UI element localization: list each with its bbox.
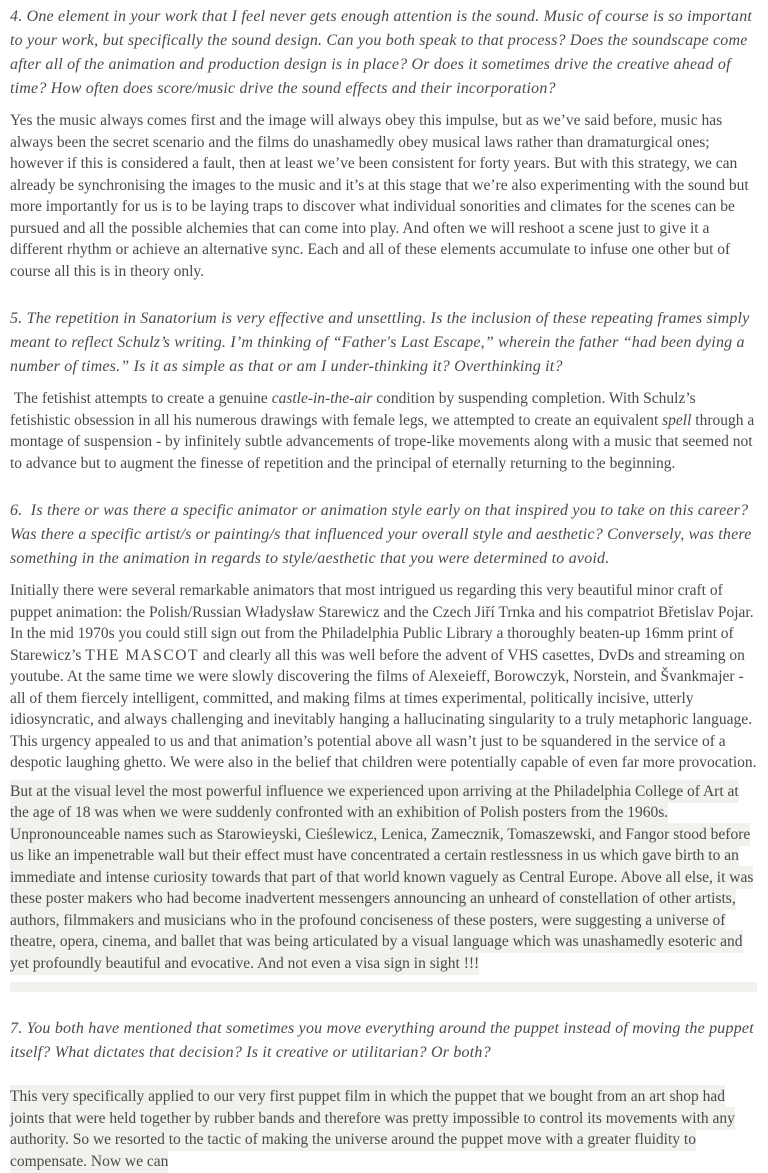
text-run-italic: spell [662,411,692,429]
answer-paragraph [10,388,757,474]
question-paragraph [10,5,757,101]
text-run: 5. The repetition in Sanatorium is very effective and unsettling. Is the inclusion of these repeating frames simply meant to reflect Schulz’s writing. I’m thinking of “Father's Last Escape,” wherein the father “had been dying a number of times.” Is it as simple as that or am I under-thinking it? Overthinking it? [10,310,750,375]
text-run: condition by suspending completion. With Schulz’s fetishistic obsession in all his numerous drawings with female legs, we attempted to create an equivalent [10,390,696,429]
answer-paragraph [10,1086,757,1172]
answer-paragraph [10,781,757,975]
text-run: and clearly all this was well before the advent of VHS casettes, DvDs and streaming on youtube. At the same time we were slowly discovering the films of Alexeieff, Borowczyk, Norstein, and Švankmajer - all of them fiercely intelligent, committed, and making films at times experimental, politically incisive, utterly idiosyncratic, and always challenging and inevitably hanging a hallucinating singularity to a truly metaphoric language. This urgency appealed to us and that animation’s potential above all wasn’t just to be squandered in the service of a despotic laughing ghetto. We were also in the belief that children were potentially capable of even far more provocation. [10,646,757,771]
text-run: This very specifically applied to our very first puppet film in which the puppet that we bought from an art shop had joints that were held together by rubber bands and therefore was pretty impossible to control its movements with any authority. So we resorted to the tactic of making the universe around the puppet move with a greater fluidity to compensate. Now we can [10,1085,735,1173]
text-run: But at the visual level the most powerful influence we experienced upon arriving at the Philadelphia College of Art at the age of 18 was when we were suddenly confronted with an exhibition of Polish posters from the 1960s. Unpronounceable names such as Starowieyski, Cieślewicz, Lenica, Zamecznik, Tomaszewski, and Fangor stood before us like an impenetrable wall but their effect must have concentrated a certain restlessness in us which gave birth to an immediate and intense curiosity towards that part of that world known vaguely as Central Europe. Above all else, it was these poster makers who had become inadvertent messengers announcing an unheard of constellation of other artists, authors, filmmakers and musicians who in the profound conciseness of these posters, were suggesting a universe of theatre, opera, cinema, and ballet that was being articulated by a visual language which was unashamedly esoteric and yet profoundly beautiful and evocative. And not even a visa sign in sight !!! [10,780,753,975]
text-run: Yes the music always comes first and the image will always obey this impulse, but as we’ve said before, music has always been the secret scenario and the films do unashamedly obey musical laws rather than dramaturgical ones; however if this is considered a fault, then at least we’ve been consistent for forty years. But with this strategy, we can already be synchronising the images to the music and it’s at this stage that we’re also experimenting with the sound but more importantly for us is to be laying traps to discover what individual sonorities and climates for the scenes can be pursued and all the possible alchemies that can come into play. And often we will reshoot a scene just to give it a different rhythm or achieve an alternative sync. Each and all of these elements accumulate to infuse one other but of course all this is in theory only. [10,112,749,280]
text-run: 4. One element in your work that I feel never gets enough attention is the sound. Music of course is so important to your work, but specifically the sound design. Can you both speak to that process? Does the soundscape come after all of the animation and production design is in place? Or does it sometimes drive the creative ahead of time? How often does score/music drive the sound effects and their incorporation? [10,8,753,97]
text-run-italic: castle-in-the-air [271,390,373,407]
answer-paragraph [10,580,757,774]
text-run: The fetishist attempts to create a genuine [10,390,272,407]
question-paragraph [10,499,757,571]
text-run: Initially there were several remarkable animators that most intrigued us regarding this very beautiful minor craft of puppet animation: the Polish/Russian Władysław Starewicz and the Czech Jiří Trnka and his compatriot Břetislav Pojar. In the mid 1970s you could still sign out from the Philadelphia Public Library a thoroughly beaten-up 16mm print of Starewicz’s [10,582,754,664]
answer-paragraph [10,110,757,282]
text-run: 6. Is there or was there a specific animator or animation style early on that inspired you to take on this career? Was there a specific artist/s or painting/s that influenced your overall style and aesthetic? Conversely, was there something in the animation in regards to style/aesthetic that you were determined to avoid. [10,502,752,567]
text-run: through a montage of suspension - by infinitely subtle advancements of trope-like movements along with a music that seemed not to advance but to augment the finesse of repetition and the principal of eternally returning to the beginning. [10,411,755,472]
text-run-caps: THE MASCOT [85,646,199,664]
question-paragraph [10,1017,757,1065]
question-paragraph [10,307,757,379]
highlight-spacer [10,982,757,992]
text-run: 7. You both have mentioned that sometimes you move everything around the puppet instead of moving the puppet itself? What dictates that decision? Is it creative or utilitarian? Or both? [10,1020,754,1061]
